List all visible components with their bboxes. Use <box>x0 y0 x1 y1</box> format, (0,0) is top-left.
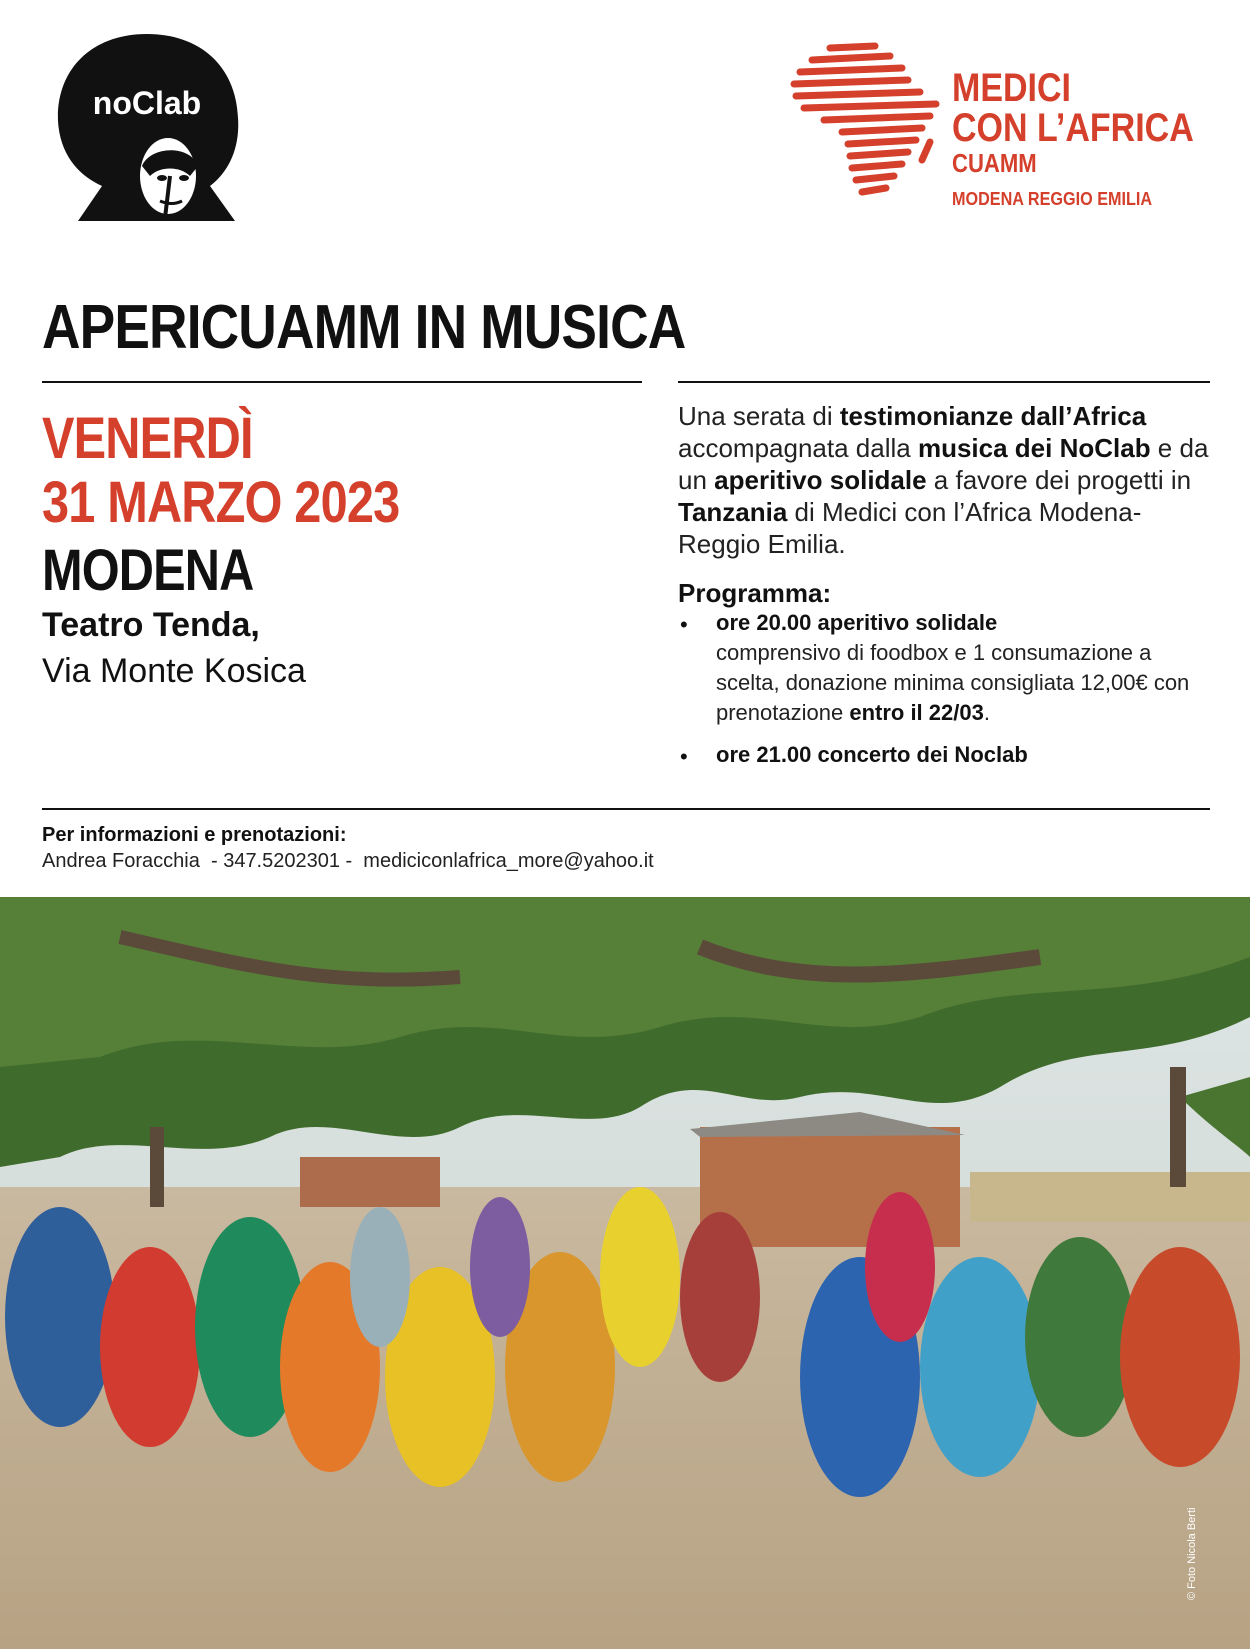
partner-name-line2: CON L’AFRICA <box>952 106 1194 150</box>
partner-name-line3: CUAMM <box>952 148 1037 178</box>
event-venue: Teatro Tenda, <box>42 606 260 644</box>
event-date: 31 MARZO 2023 <box>42 470 400 535</box>
event-day: VENERDÌ <box>42 406 253 471</box>
program-item-aperitivo: ore 20.00 aperitivo solidale comprensivo di foodbox e 1 consumazione a scelta, donazione minima consigliata 12,00€ con prenotazione entro il 22/03. <box>716 610 1190 725</box>
program-heading: Programma: <box>678 578 832 608</box>
contact-line: Andrea Foracchia - 347.5202301 - mediciconlafrica_more@yahoo.it <box>42 850 654 872</box>
noclab-logo <box>50 26 245 226</box>
divider-left <box>42 381 642 383</box>
partner-location: MODENA REGGIO EMILIA <box>952 189 1153 209</box>
info-label: Per informazioni e prenotazioni: <box>42 824 347 846</box>
bullet: • <box>680 612 688 637</box>
page-title: APERICUAMM IN MUSICA <box>42 293 686 362</box>
bullet: • <box>680 744 688 769</box>
partner-logo <box>790 42 1210 212</box>
partner-name-line1: MEDICI <box>952 66 1071 110</box>
event-city: MODENA <box>42 538 254 603</box>
program-item-concerto: ore 21.00 concerto dei Noclab <box>716 742 1028 767</box>
photo-credit: © Foto Nicola Berti <box>1186 1507 1198 1600</box>
divider-contacts <box>42 808 1210 810</box>
divider-right <box>678 381 1210 383</box>
event-address: Via Monte Kosica <box>42 652 306 690</box>
noclab-logo-text: noClab <box>92 85 202 121</box>
africa-map-icon <box>790 42 940 207</box>
event-description: Una serata di testimonianze dall’Africa accompagnata dalla musica dei NoClab e da un aperitivo solidale a favore dei progetti in Tanzania di Medici con l’Africa Modena-Reggio Emilia. <box>678 401 1209 559</box>
event-photo <box>0 897 1250 1649</box>
